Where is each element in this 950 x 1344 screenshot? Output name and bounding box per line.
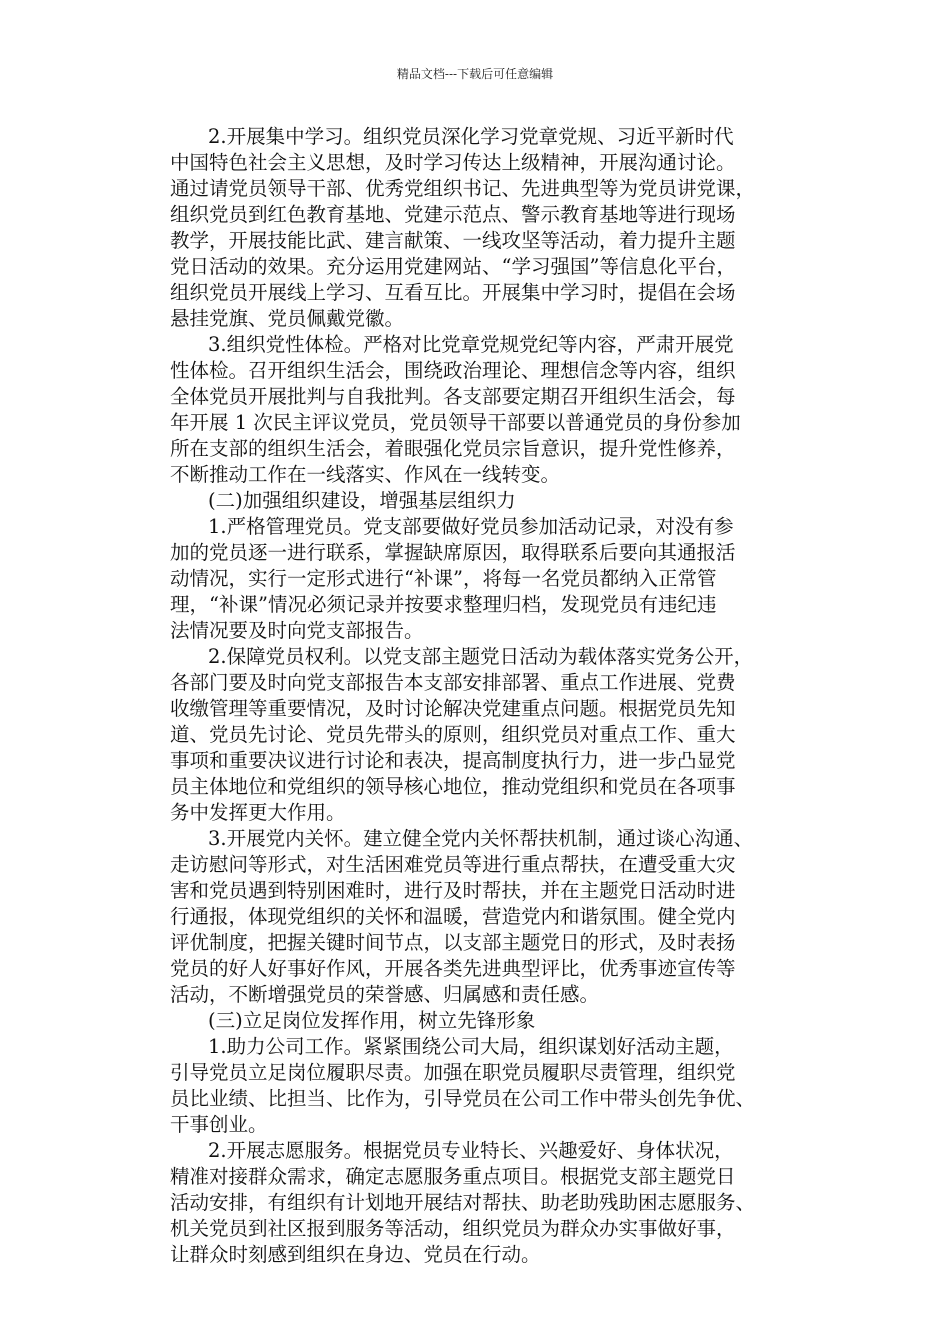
text-line: 教学，开展技能比武、建言献策、一线攻坚等活动，着力提升主题 (170, 229, 736, 252)
text-line: 走访慰问等形式，对生活困难党员等进行重点帮扶，在遭受重大灾 (170, 853, 736, 876)
text-line: 通过请党员领导干部、优秀党组织书记、先进典型等为党员讲党课， (170, 177, 756, 200)
text-line: 悬挂党旗、党员佩戴党徽。 (170, 307, 405, 330)
text-line: 2.开展集中学习。组织党员深化学习党章党规、习近平新时代 (208, 125, 734, 148)
text-line: 收缴管理等重要情况，及时讨论解决党建重点问题。根据党员先知 (170, 697, 736, 720)
text-line: 2.保障党员权利。以党支部主题党日活动为载体落实党务公开， (208, 645, 754, 668)
paragraph (170, 332, 806, 488)
text-line: 引导党员立足岗位履职尽责。加强在职党员履职尽责管理，组织党 (170, 1061, 736, 1084)
text-line: 机关党员到社区报到服务等活动，组织党员为群众办实事做好事， (170, 1217, 736, 1240)
paragraph (170, 826, 806, 1008)
paragraph (170, 1034, 806, 1138)
paragraph (170, 1008, 806, 1034)
text-line: 全体党员开展批判与自我批判。各支部要定期召开组织生活会，每 (170, 385, 736, 408)
page-header: 精品文档---下载后可任意编辑 (396, 67, 554, 81)
text-line: (三)立足岗位发挥作用，树立先锋形象 (208, 1009, 536, 1032)
document-body (170, 124, 806, 1268)
text-line: 党员的好人好事好作风，开展各类先进典型评比，优秀事迹宣传等 (170, 957, 736, 980)
text-line: 评优制度，把握关键时间节点，以支部主题党日的形式，及时表扬 (170, 931, 736, 954)
text-line: 加的党员逐一进行联系，掌握缺席原因，取得联系后要向其通报活 (170, 541, 736, 564)
text-line: 员比业绩、比担当、比作为，引导党员在公司工作中带头创先争优、 (170, 1087, 756, 1110)
text-line: 所在支部的组织生活会，着眼强化党员宗旨意识，提升党性修养， (170, 437, 736, 460)
text-line: 3.组织党性体检。严格对比党章党规党纪等内容，严肃开展党 (208, 333, 734, 356)
text-line: 员主体地位和党组织的领导核心地位，推动党组织和党员在各项事 (170, 775, 736, 798)
text-line: 精准对接群众需求，确定志愿服务重点项目。根据党支部主题党日 (170, 1165, 736, 1188)
paragraph (170, 644, 806, 826)
text-line: 道、党员先讨论、党员先带头的原则，组织党员对重点工作、重大 (170, 723, 736, 746)
text-line: 动情况，实行一定形式进行“补课”，将每一名党员都纳入正常管 (170, 567, 717, 590)
text-line: 活动，不断增强党员的荣誉感、归属感和责任感。 (170, 983, 600, 1006)
text-line: 组织党员到红色教育基地、党建示范点、警示教育基地等进行现场 (170, 203, 736, 226)
paragraph (170, 488, 806, 514)
text-line: 行通报，体现党组织的关怀和温暖，营造党内和谐氛围。健全党内 (170, 905, 736, 928)
text-line: 党日活动的效果。充分运用党建网站、“学习强国”等信息化平台， (170, 255, 736, 278)
text-line: 1.严格管理党员。党支部要做好党员参加活动记录，对没有参 (208, 515, 734, 538)
paragraph (170, 124, 806, 332)
paragraph (170, 1138, 806, 1268)
text-line: 活动安排，有组织有计划地开展结对帮扶、助老助残助困志愿服务、 (170, 1191, 756, 1214)
text-line: 理，“补课”情况必须记录并按要求整理归档，发现党员有违纪违 (170, 593, 717, 616)
text-line: 不断推动工作在一线落实、作风在一线转变。 (170, 463, 561, 486)
paragraph (170, 514, 806, 644)
text-line: 干事创业。 (170, 1113, 268, 1136)
text-line: 中国特色社会主义思想，及时学习传达上级精神，开展沟通讨论。 (170, 151, 736, 174)
text-line: 年开展 1 次民主评议党员，党员领导干部要以普通党员的身份参加 (170, 411, 741, 434)
text-line: 务中发挥更大作用。 (170, 801, 346, 824)
text-line: 害和党员遇到特别困难时，进行及时帮扶，并在主题党日活动时进 (170, 879, 736, 902)
text-line: 事项和重要决议进行讨论和表决，提高制度执行力，进一步凸显党 (170, 749, 736, 772)
text-line: (二)加强组织建设，增强基层组织力 (208, 489, 516, 512)
text-line: 法情况要及时向党支部报告。 (170, 619, 424, 642)
text-line: 组织党员开展线上学习、互看互比。开展集中学习时，提倡在会场 (170, 281, 736, 304)
text-line: 性体检。召开组织生活会，围绕政治理论、理想信念等内容，组织 (170, 359, 736, 382)
text-line: 3.开展党内关怀。建立健全党内关怀帮扶机制，通过谈心沟通、 (208, 827, 754, 850)
text-line: 各部门要及时向党支部报告本支部安排部署、重点工作进展、党费 (170, 671, 736, 694)
text-line: 1.助力公司工作。紧紧围绕公司大局，组织谋划好活动主题， (208, 1035, 734, 1058)
text-line: 让群众时刻感到组织在身边、党员在行动。 (170, 1243, 541, 1266)
text-line: 2.开展志愿服务。根据党员专业特长、兴趣爱好、身体状况， (208, 1139, 734, 1162)
